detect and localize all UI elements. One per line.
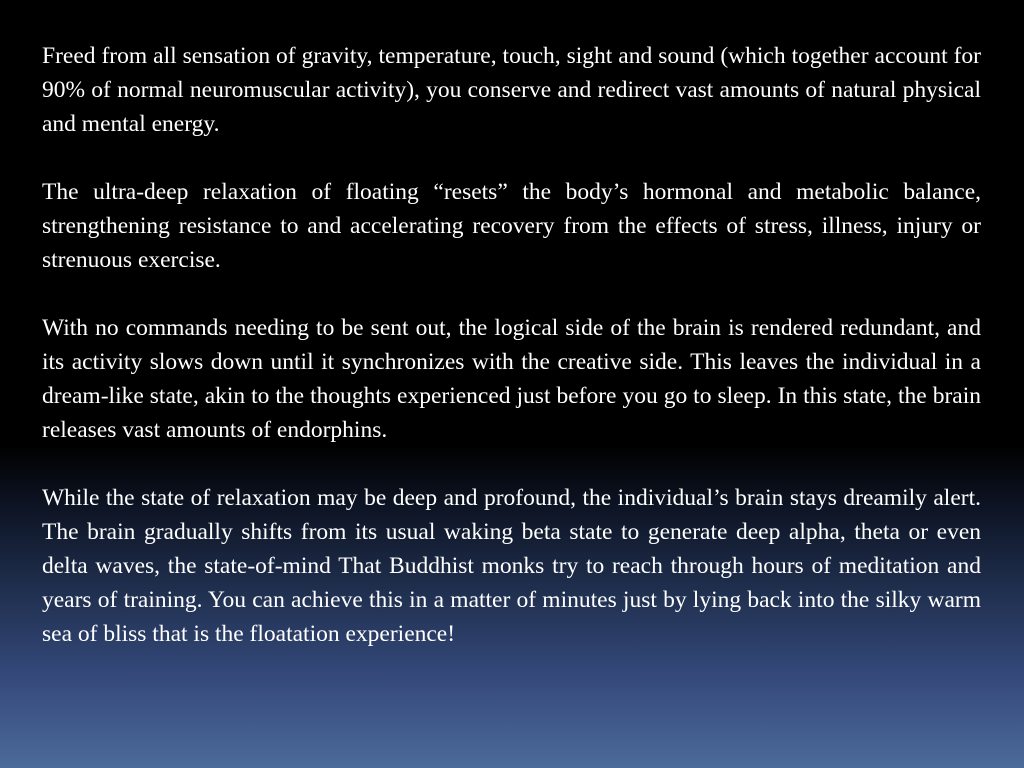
paragraph-relaxation: The ultra-deep relaxation of floating “resets” the body’s hormonal and metabolic balance, strengthening resistance to and accelerating recovery from the effects of stress, illness, injury or strenuous exercise.	[42, 179, 981, 273]
paragraph-brain-logic: With no commands needing to be sent out, the logical side of the brain is rendered redundant, and its activity slows down until it synchronizes with the creative side. This leaves the individual in a dream-like state, akin to the thoughts experienced just before you go to sleep. In this state, the brain releases vast amounts of endorphins.	[42, 315, 981, 443]
paragraph-gravity: Freed from all sensation of gravity, temperature, touch, sight and sound (which together account for 90% of normal neuromuscular activity), you conserve and redirect vast amounts of natural physical and mental energy.	[42, 43, 981, 137]
slide-body	[42, 39, 981, 651]
paragraph-brain-waves: While the state of relaxation may be deep and profound, the individual’s brain stays dreamily alert. The brain gradually shifts from its usual waking beta state to generate deep alpha, theta or even delta waves, the state-of-mind That Buddhist monks try to reach through hours of meditation and years of training. You can achieve this in a matter of minutes just by lying back into the silky warm sea of bliss that is the floatation experience!	[42, 485, 981, 647]
